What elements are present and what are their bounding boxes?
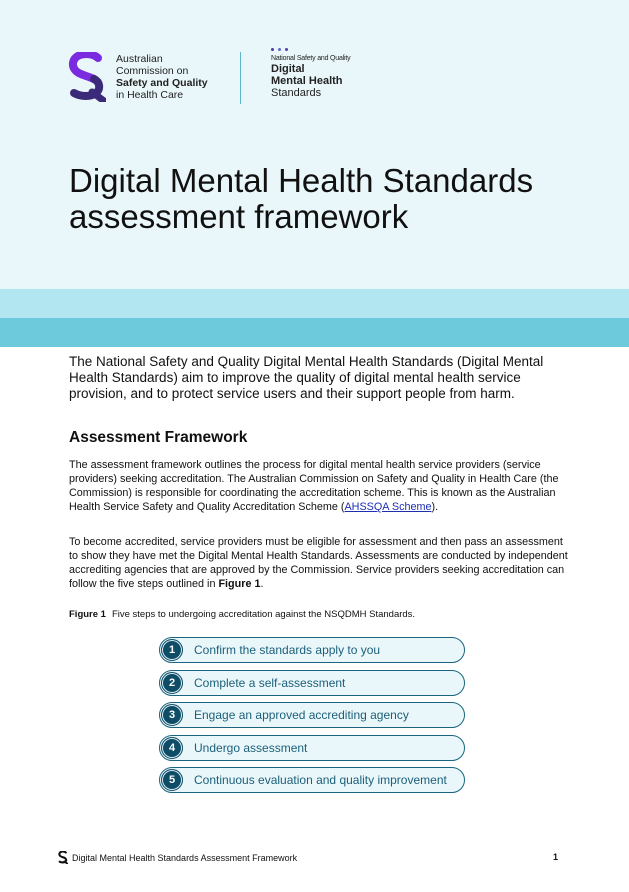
step-number-badge: 5: [161, 769, 183, 791]
step-item: [159, 637, 465, 663]
step-number-badge: 2: [161, 672, 183, 694]
step-label: Undergo assessment: [194, 740, 308, 755]
step-item: [159, 670, 465, 696]
hero-header: [0, 0, 629, 289]
commission-sq-logo-icon: [68, 52, 106, 102]
step-item: [159, 735, 465, 761]
ahssqa-scheme-link[interactable]: AHSSQA Scheme: [344, 501, 432, 513]
body-paragraph-2: To become accredited, service providers must be eligible for assessment and then pass an assessment to show they have met the Digital Mental Health Standards. Assessments are conducted by independent accrediting agencies that are approved by the Commission. Service providers seeking accreditation can follow the five steps outlined in Figure 1.: [69, 536, 568, 590]
commission-logo: [68, 52, 208, 102]
step-number-badge: 1: [161, 639, 183, 661]
decorative-band-light: [0, 289, 629, 318]
step-item: [159, 767, 465, 793]
commission-name: Australian Commission on Safety and Quality in Health Care: [116, 53, 208, 101]
footer-title: Digital Mental Health Standards Assessment Framework: [72, 852, 298, 863]
section-heading: Assessment Framework: [69, 429, 248, 446]
figure-caption: Figure 1 Five steps to undergoing accreditation against the NSQDMH Standards.: [69, 609, 416, 620]
standards-logo: National Safety and Quality Digital Mental Health Standards: [271, 48, 350, 99]
step-label: Confirm the standards apply to you: [194, 643, 381, 657]
decorative-band-dark: [0, 318, 629, 347]
step-label: Engage an approved accrediting agency: [194, 708, 409, 723]
accreditation-steps: [159, 637, 465, 800]
page-footer: [58, 851, 558, 864]
commission-sq-small-icon: [58, 851, 68, 864]
step-label: Complete a self-assessment: [194, 675, 346, 690]
body-paragraph-1: The assessment framework outlines the process for digital mental health service providers (service providers) seeking accreditation. The Australian Commission on Safety and Quality in Health Care (the Commission) is responsible for coordinating the accreditation scheme. This is known as the Australian Health Service Safety and Quality Accreditation Scheme (AHSSQA Scheme).: [69, 459, 559, 513]
page-number: 1: [553, 852, 559, 862]
intro-paragraph: The National Safety and Quality Digital Mental Health Standards (Digital Mental Health Standards) aim to improve the quality of digital mental health service provision, and to protect service users and their support people from harm.: [69, 354, 544, 401]
step-item: [159, 702, 465, 728]
dots-icon: [271, 48, 350, 51]
step-number-badge: 3: [161, 704, 183, 726]
step-number-badge: 4: [161, 737, 183, 759]
step-label: Continuous evaluation and quality improvement: [194, 773, 447, 788]
page-title: Digital Mental Health Standards assessment framework: [69, 162, 534, 235]
logo-divider: [240, 52, 241, 104]
